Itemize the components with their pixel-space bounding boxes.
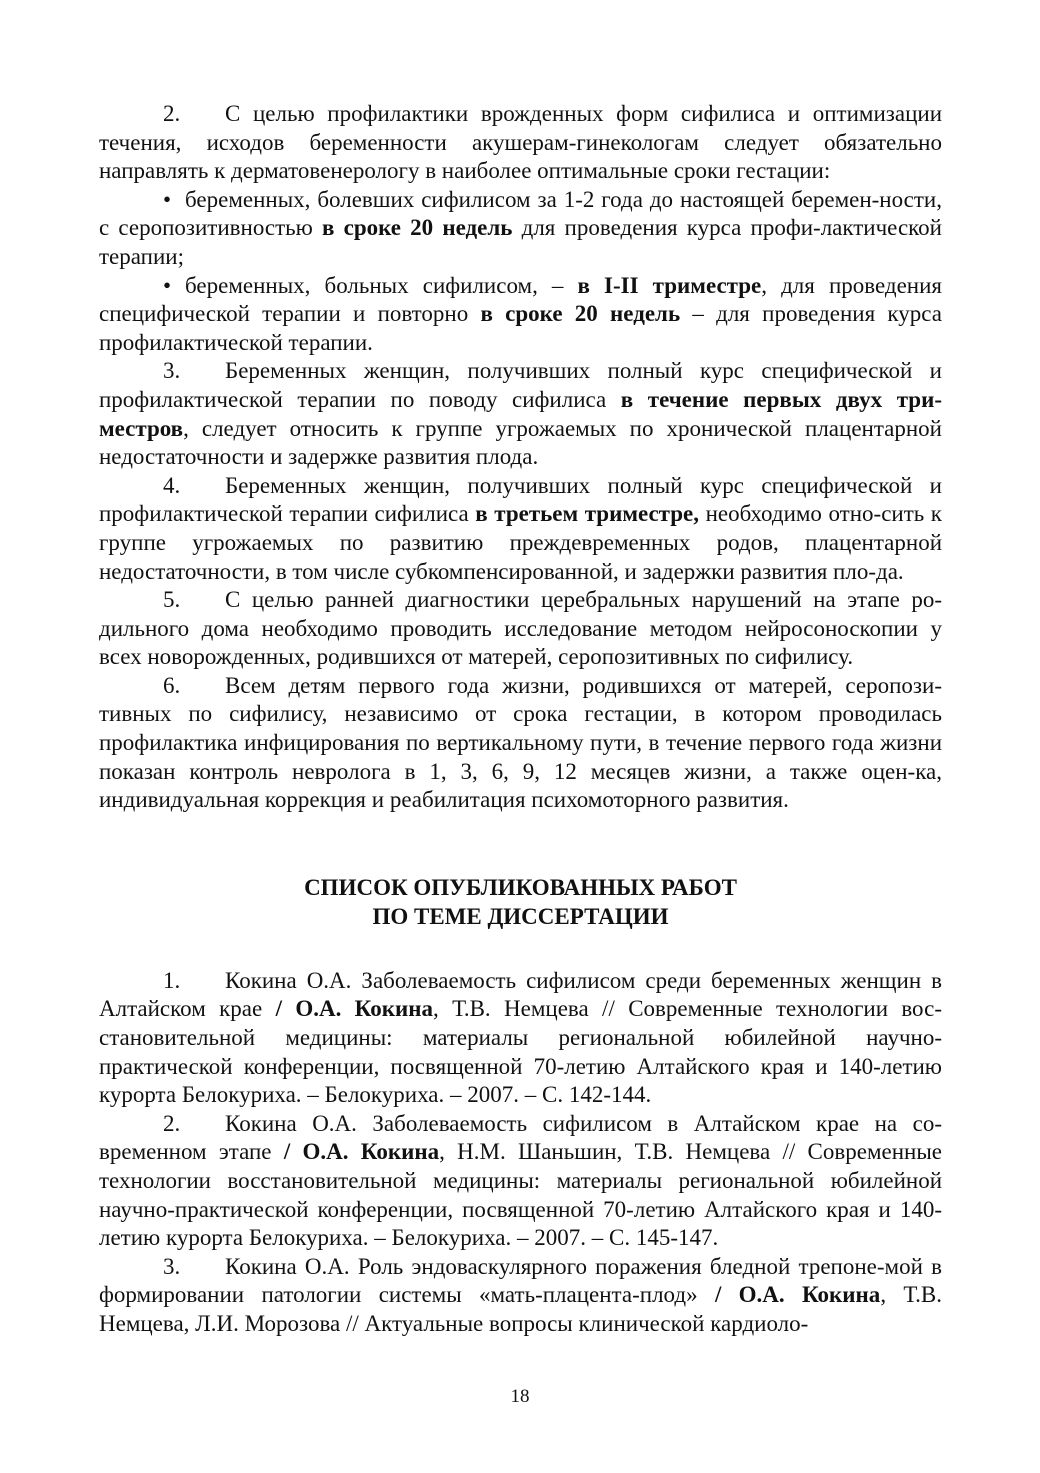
recommendation-text: С целью профилактики врожденных форм сифилиса и оптимизации течения, исходов беременности акушерам-гинекологам следует обязательно направлять к дерматовенерологу в наиболее оптимальные сроки гестации: bbox=[99, 101, 942, 184]
page-number: 18 bbox=[510, 1386, 530, 1407]
publication-list bbox=[99, 967, 942, 1339]
publication-text: , Т.В. Немцева // Современные технологии вос-становительной медицины: материалы региональной юбилейной научно-практической конференции, посвященной 70-летию Алтайского края и 140-летию курорта Белокуриха. – Белокуриха. – 2007. – С. 142-144. bbox=[99, 996, 942, 1108]
bullet-icon: • bbox=[163, 272, 172, 298]
heading-line-1: СПИСОК ОПУБЛИКОВАННЫХ РАБОТ bbox=[304, 874, 737, 900]
section-heading bbox=[99, 873, 942, 931]
recommendation-6 bbox=[99, 672, 942, 815]
bold-emphasis: в течение первых двух три-местров bbox=[99, 386, 942, 441]
item-number: 4. bbox=[163, 472, 181, 498]
item-number: 6. bbox=[163, 672, 181, 698]
publication-text: Кокина О.А. Заболеваемость сифилисом среди беременных женщин в Алтайском крае bbox=[99, 967, 942, 1022]
publication-3 bbox=[99, 1253, 942, 1339]
bullet-text: беременных, болевших сифилисом за 1-2 года до настоящей беремен-ности, с серопозитивностью bbox=[99, 186, 942, 241]
publication-text: Кокина О.А. Заболеваемость сифилисом в Алтайском крае на со-временном этапе bbox=[99, 1110, 942, 1165]
recommendation-text: необходимо отно-сить к группе угрожаемых по развитию преждевременных родов, плацентарной недостаточности, в том числе субкомпенсированной, и задержки развития пло-да. bbox=[99, 501, 942, 584]
recommendation-text: Беременных женщин, получивших полный курс специфической и профилактической терапии по поводу сифилиса bbox=[99, 358, 942, 412]
bullet-item-1 bbox=[99, 186, 942, 272]
item-number: 2. bbox=[163, 101, 181, 126]
recommendation-3 bbox=[99, 357, 942, 471]
bullet-item-2 bbox=[99, 272, 942, 358]
recommendation-5 bbox=[99, 586, 942, 672]
bold-author: / О.А. Кокина bbox=[275, 996, 433, 1022]
bold-author: / О.А. Кокина bbox=[714, 1282, 881, 1308]
bullet-text: , для проведения специфической терапии и повторно bbox=[99, 272, 942, 327]
bold-emphasis: в третьем триместре, bbox=[475, 501, 700, 527]
bold-emphasis: в сроке 20 недель bbox=[480, 301, 681, 327]
bold-emphasis: в I-II триместре bbox=[577, 272, 762, 298]
bold-emphasis: в сроке 20 недель bbox=[322, 215, 513, 241]
bullet-text: – для проведения курса профилактической терапии. bbox=[99, 301, 942, 355]
publication-1 bbox=[99, 967, 942, 1110]
document-page bbox=[99, 100, 942, 1339]
item-number: 5. bbox=[163, 587, 181, 613]
bullet-text: беременных, больных сифилисом, – bbox=[185, 272, 578, 298]
publication-2 bbox=[99, 1110, 942, 1253]
recommendation-text: , следует относить к группе угрожаемых по хронической плацентарной недостаточности и задержке развития плода. bbox=[99, 415, 942, 470]
item-number: 1. bbox=[163, 967, 181, 993]
publication-text: , Н.М. Шаньшин, Т.В. Немцева // Современные технологии восстановительной медицины: материалы региональной юбилейной научно-практической конференции, посвященной 70-летию Алтайского края и 140-летию курорта Белокуриха. – Белокуриха. – 2007. – С. 145-147. bbox=[99, 1139, 942, 1251]
item-number: 3. bbox=[163, 358, 181, 384]
recommendation-4 bbox=[99, 472, 942, 586]
bold-author: / О.А. Кокина bbox=[283, 1139, 440, 1165]
item-number: 2. bbox=[163, 1110, 181, 1136]
recommendation-text: Всем детям первого года жизни, родившихся от матерей, серопози-тивных по сифилису, независимо от срока гестации, в котором проводилась профилактика инфицирования по вертикальному пути, в течение первого года жизни показан контроль невролога в 1, 3, 6, 9, 12 месяцев жизни, а также оцен-ка, индивидуальная коррекция и реабилитация психомоторного развития. bbox=[99, 672, 942, 813]
heading-line-2: ПО ТЕМЕ ДИССЕРТАЦИИ bbox=[372, 903, 669, 929]
publication-text: Кокина О.А. Роль эндоваскулярного поражения бледной трепоне-мой в формировании патологии системы «мать-плацента-плод» bbox=[99, 1253, 942, 1308]
item-number: 3. bbox=[163, 1253, 181, 1279]
recommendation-text: С целью ранней диагностики церебральных нарушений на этапе ро-дильного дома необходимо проводить исследование методом нейросоноскопии у всех новорожденных, родившихся от матерей, серопозитивных по сифилису. bbox=[99, 587, 942, 670]
recommendation-text: Беременных женщин, получивших полный курс специфической и профилактической терапии сифилиса bbox=[99, 472, 942, 527]
bullet-text: для проведения курса профи-лактической терапии; bbox=[99, 215, 942, 269]
recommendation-2 bbox=[99, 100, 942, 186]
publication-text: , Т.В. Немцева, Л.И. Морозова // Актуальные вопросы клинической кардиоло- bbox=[99, 1282, 942, 1336]
bullet-icon: • bbox=[163, 186, 172, 212]
